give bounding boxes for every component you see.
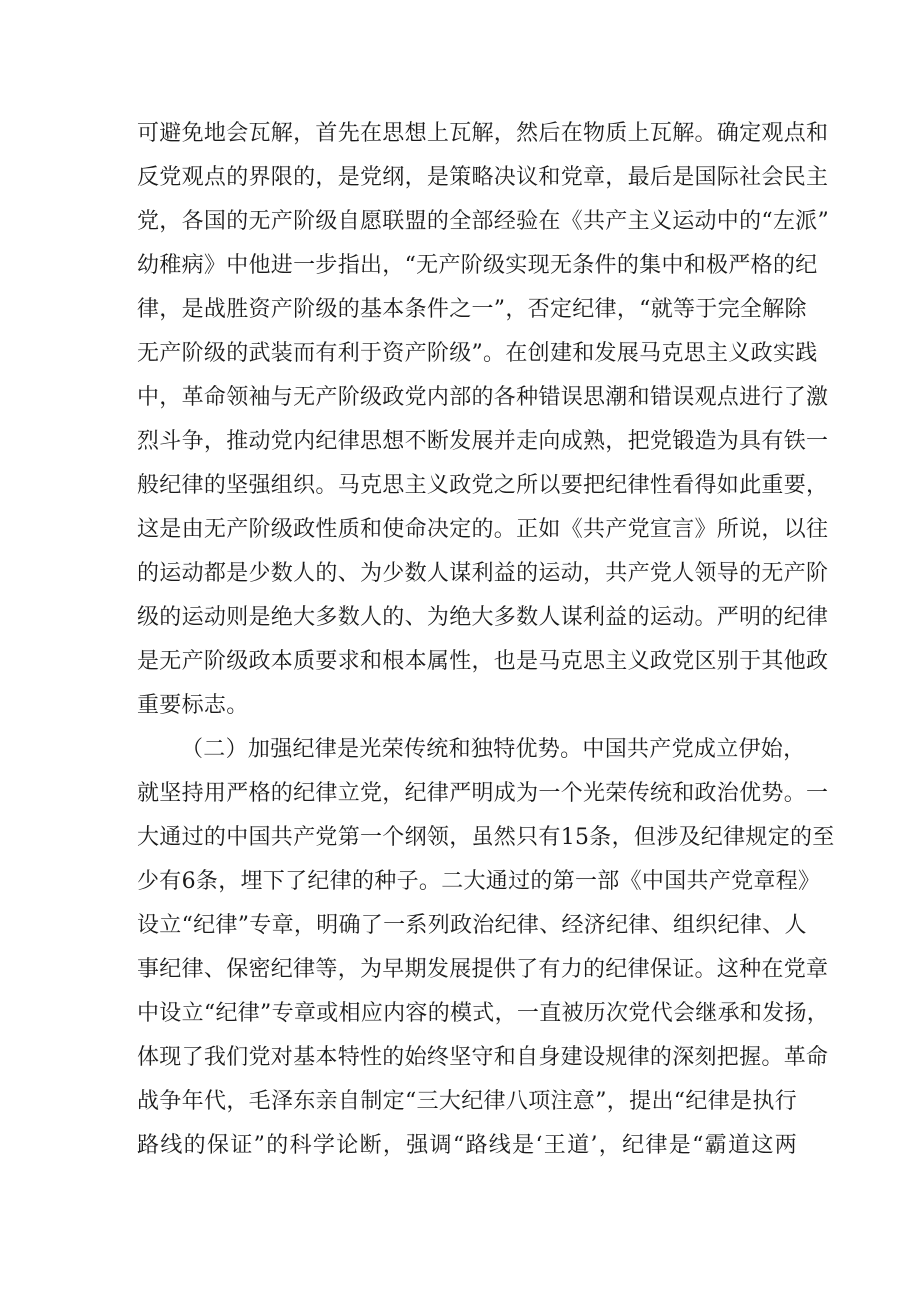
text-line: 可避免地会瓦解，首先在思想上瓦解，然后在物质上瓦解。确定观点和: [137, 121, 829, 146]
text-line: 党，各国的无产阶级自愿联盟的全部经验在《共产主义运动中的“左派”: [137, 209, 830, 234]
text-line: 反党观点的界限的，是党纲，是策略决议和党章，最后是国际社会民主: [137, 165, 829, 190]
text-line: 就坚持用严格的纪律立党，纪律严明成为一个光荣传统和政治优势。一: [137, 781, 829, 806]
text-line: 是无产阶级政本质要求和根本属性，也是马克思主义政党区别于其他政: [137, 649, 829, 674]
text-line: 设立“纪律”专章，明确了一系列政治纪律、经济纪律、组织纪律、人: [137, 913, 807, 938]
text-line: 事纪律、保密纪律等，为早期发展提供了有力的纪律保证。这种在党章: [137, 957, 829, 982]
text-line: 大通过的中国共产党第一个纲领，虽然只有15条，但涉及纪律规定的至: [137, 825, 835, 850]
text-line: 般纪律的坚强组织。马克思主义政党之所以要把纪律性看得如此重要，: [137, 473, 829, 498]
text-line: 体现了我们党对基本特性的始终坚守和自身建设规律的深刻把握。革命: [137, 1045, 829, 1070]
text-line: 中，革命领袖与无产阶级政党内部的各种错误思潮和错误观点进行了激: [137, 385, 829, 410]
text-line: 路线的保证”的科学论断，强调“路线是‘王道’，纪律是“霸道这两: [137, 1133, 797, 1158]
section-heading-line: （二）加强纪律是光荣传统和独特优势。中国共产党成立伊始，: [181, 737, 806, 762]
text-line: 烈斗争，推动党内纪律思想不断发展并走向成熟，把党锻造为具有铁一: [137, 429, 829, 454]
text-line: 重要标志。: [137, 693, 249, 718]
text-line: 这是由无产阶级政性质和使命决定的。正如《共产党宣言》所说，以往: [137, 517, 829, 542]
text-line: 级的运动则是绝大多数人的、为绝大多数人谋利益的运动。严明的纪律: [137, 605, 829, 630]
text-line: 幼稚病》中他进一步指出，“无产阶级实现无条件的集中和极严格的纪: [137, 253, 818, 278]
text-line: 战争年代，毛泽东亲自制定“三大纪律八项注意”，提出“纪律是执行: [137, 1089, 797, 1114]
text-line: 律，是战胜资产阶级的基本条件之一”，否定纪律，“就等于完全解除: [137, 297, 807, 322]
text-line: 中设立“纪律”专章或相应内容的模式，一直被历次党代会继承和发扬，: [137, 1001, 830, 1026]
text-line: 的运动都是少数人的、为少数人谋利益的运动，共产党人领导的无产阶: [137, 561, 829, 586]
text-line: 少有6条，埋下了纪律的种子。二大通过的第一部《中国共产党章程》: [137, 869, 821, 894]
text-line: 无产阶级的武装而有利于资产阶级”。在创建和发展马克思主义政实践: [137, 341, 818, 366]
